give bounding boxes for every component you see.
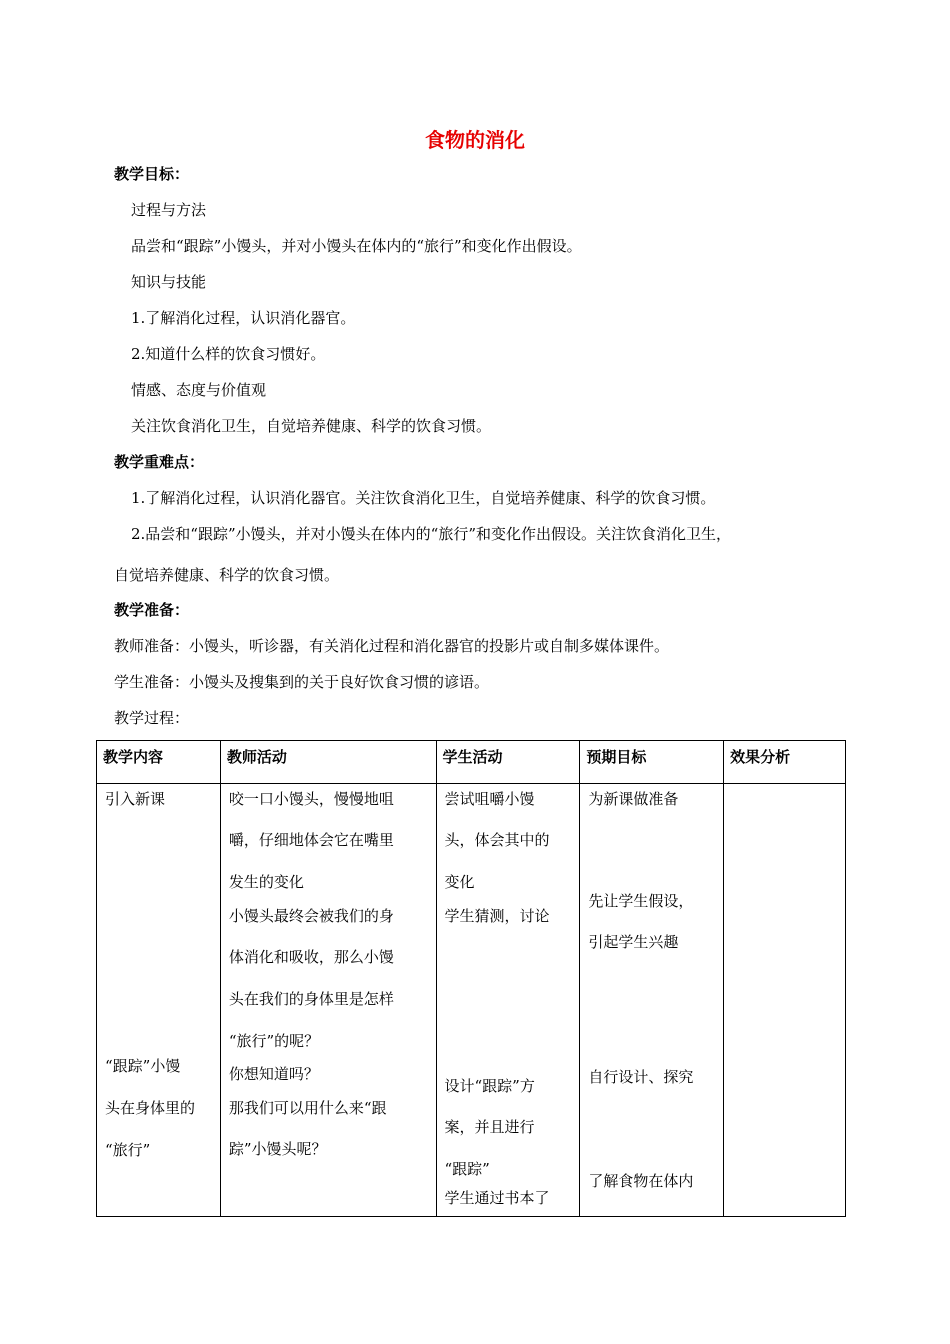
cell-effect-analysis [724,784,846,1217]
objectives-heading: 教学目标： [114,165,190,183]
process-methods-text: 品尝和“跟踪”小馒头，并对小馒头在体内的“旅行”和变化作出假设。 [131,237,582,255]
process-heading: 教学过程： [114,709,190,727]
keypoints-heading: 教学重难点： [114,453,205,471]
cell-line: “跟踪”小馒 [105,1057,181,1075]
knowledge-skills-label: 知识与技能 [131,273,207,291]
attitude-text: 关注饮食消化卫生，自觉培养健康、科学的饮食习惯。 [131,417,492,435]
cell-student-activity [436,784,580,1217]
keypoint-2: 2.品尝和“跟踪”小馒头，并对小馒头在体内的“旅行”和变化作出假设。关注饮食消化卫生， [131,525,731,543]
keypoint-1: 1.了解消化过程，认识消化器官。关注饮食消化卫生，自觉培养健康、科学的饮食习惯。 [131,489,716,507]
cell-line: 学生通过书本了 [444,1189,550,1207]
knowledge-item-2: 2.知道什么样的饮食习惯好。 [131,345,326,363]
cell-line: 头，体会其中的 [444,831,550,849]
lesson-plan-table [96,740,846,1217]
teacher-prep: 教师准备：小馒头，听诊器，有关消化过程和消化器官的投影片或自制多媒体课件。 [114,637,670,655]
cell-line: 头在我们的身体里是怎样 [228,990,394,1008]
cell-teacher-activity [220,784,436,1217]
knowledge-item-1: 1.了解消化过程，认识消化器官。 [131,309,356,327]
cell-expected-goal [580,784,724,1217]
prep-heading: 教学准备： [114,601,190,619]
header-effect-analysis: 效果分析 [724,741,846,784]
table-header-row [97,741,846,784]
cell-line: 引入新课 [105,790,166,808]
cell-line: 咬一口小馒头，慢慢地咀 [228,790,394,808]
cell-line: 变化 [444,873,475,891]
document-title: 食物的消化 [425,128,525,152]
cell-line: 了解食物在体内 [588,1172,694,1190]
cell-line: 引起学生兴趣 [588,933,679,951]
cell-teaching-content [97,784,221,1217]
cell-line: “旅行”的呢？ [228,1032,320,1050]
cell-line: “旅行” [105,1141,151,1159]
cell-line: “跟踪” [444,1160,490,1178]
student-prep: 学生准备：小馒头及搜集到的关于良好饮食习惯的谚语。 [114,673,490,691]
cell-line: 自行设计、探究 [588,1068,694,1086]
cell-line: 案，并且进行 [444,1118,535,1136]
header-teaching-content: 教学内容 [97,741,221,784]
cell-line: 小馒头最终会被我们的身 [228,907,394,925]
header-expected-goal: 预期目标 [580,741,724,784]
keypoint-2-continued: 自觉培养健康、科学的饮食习惯。 [114,566,340,584]
cell-line: 设计“跟踪”方 [444,1077,535,1095]
cell-line: 你想知道吗？ [228,1065,319,1083]
cell-line: 体消化和吸收，那么小馒 [228,948,394,966]
cell-line: 学生猜测，讨论 [444,907,550,925]
cell-line: 头在身体里的 [105,1099,196,1117]
cell-line: 那我们可以用什么来“跟 [228,1099,387,1117]
cell-line: 踪”小馒头呢？ [228,1140,327,1158]
cell-line: 发生的变化 [228,873,304,891]
cell-line: 尝试咀嚼小馒 [444,790,535,808]
process-methods-label: 过程与方法 [131,201,207,219]
cell-line: 先让学生假设， [588,892,694,910]
table-row [97,784,846,1217]
cell-line: 嚼，仔细地体会它在嘴里 [228,831,394,849]
cell-line: 为新课做准备 [588,790,679,808]
attitude-values-label: 情感、态度与价值观 [131,381,267,399]
header-student-activity: 学生活动 [436,741,580,784]
header-teacher-activity: 教师活动 [220,741,436,784]
